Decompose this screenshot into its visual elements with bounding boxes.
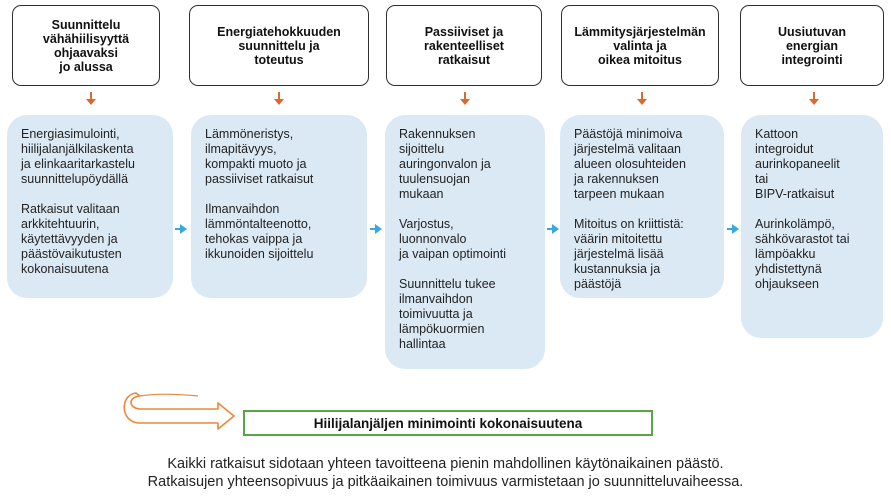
step-4-details [560, 115, 724, 298]
step-4-paragraph: Mitoitus on kriittistä: väärin mitoitettu järjestelmä lisää kustannuksia ja päästöjä [574, 217, 684, 291]
step-5-header [740, 5, 884, 86]
footer-line: Ratkaisujen yhteensopivuus ja pitkäaikainen toimivuus varmistetaan jo suunnitteluvaiheessa. [147, 474, 744, 490]
right-arrow-icon [547, 221, 559, 239]
step-1-title: Suunnittelu vähähiilisyyttä ohjaavaksi jo alussa [42, 17, 130, 74]
step-4-paragraph: Päästöjä minimoiva järjestelmä valitaan alueen olosuhteiden ja rakennuksen tarpeen mukaan [574, 127, 686, 201]
step-5-title: Uusiutuvan energian integrointi [777, 24, 847, 67]
step-1-details [7, 115, 173, 298]
summary-box [243, 410, 653, 436]
step-2-header [189, 5, 369, 86]
step-4-title: Lämmitysjärjestelmän valinta ja oikea mitoitus [574, 24, 706, 67]
step-1-paragraph: Energiasimulointi, hiilijalanjälkilaskenta ja elinkaaritarkastelu suunnittelupöydällä [21, 127, 135, 186]
summary-text: Hiilijalanjäljen minimointi kokonaisuutena [313, 415, 583, 431]
footer-note [0, 455, 891, 491]
cycle-arrow-icon [118, 385, 238, 436]
step-3-title: Passiiviset ja rakenteelliset ratkaisut [424, 24, 504, 67]
step-2-details [191, 115, 367, 298]
step-3-paragraph: Varjostus, luonnonvalo ja vaipan optimointi [399, 217, 507, 261]
step-4-header [561, 5, 719, 86]
step-5-paragraph: Kattoon integroidut aurinkopaneelit tai BIPV-ratkaisut [755, 127, 840, 201]
step-5-details [741, 115, 883, 338]
step-3-header [386, 5, 542, 86]
step-2-paragraph: Lämmöneristys, ilmapitävyys, kompakti muoto ja passiiviset ratkaisut [205, 127, 314, 186]
right-arrow-icon [175, 221, 187, 239]
step-3-paragraph: Suunnittelu tukee ilmanvaihdon toimivuutta ja lämpökuormien hallintaa [399, 277, 496, 351]
step-5-paragraph: Aurinkolämpö, sähkövarastot tai lämpöakku yhdistettynä ohjaukseen [755, 217, 850, 291]
step-3-details [385, 115, 545, 369]
footer-line: Kaikki ratkaisut sidotaan yhteen tavoitteena pienin mahdollinen käytönaikainen päästö. [167, 456, 724, 472]
step-2-title: Energiatehokkuuden suunnittelu ja toteutus [217, 24, 341, 67]
step-1-paragraph: Ratkaisut valitaan arkkitehtuurin, käytettävyyden ja päästövaikutusten kokonaisuutena [21, 202, 122, 276]
step-3-paragraph: Rakennuksen sijoittelu auringonvalon ja tuulensuojan mukaan [399, 127, 491, 201]
step-1-header [12, 5, 160, 86]
step-2-paragraph: Ilmanvaihdon lämmöntalteenotto, tehokas vaippa ja ikkunoiden sijoittelu [205, 202, 314, 261]
right-arrow-icon [727, 221, 739, 239]
right-arrow-icon [370, 221, 382, 239]
